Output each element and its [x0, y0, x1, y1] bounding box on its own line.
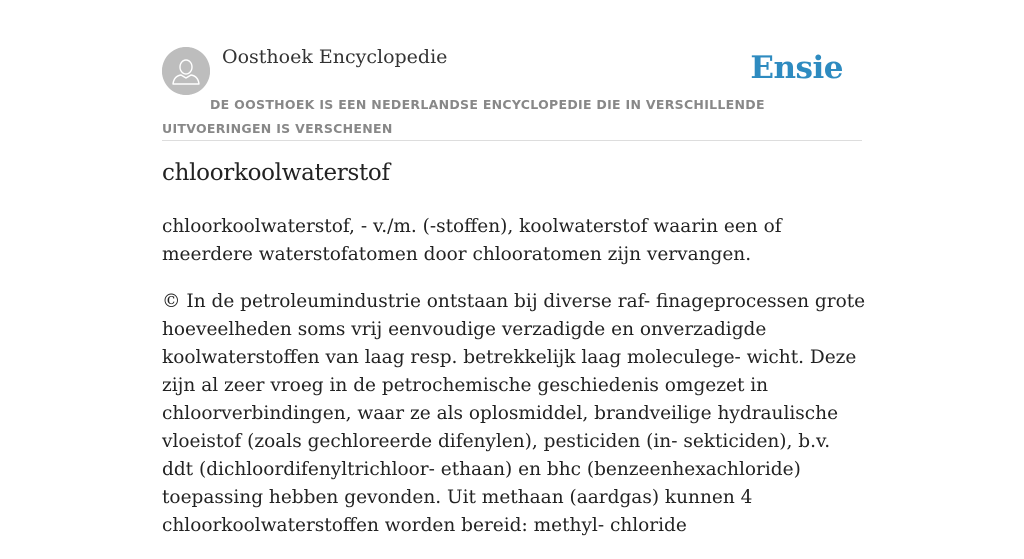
site-name[interactable]: Oosthoek Encyclopedie	[222, 46, 448, 68]
site-header	[162, 40, 862, 141]
user-avatar-icon[interactable]	[162, 47, 210, 95]
article-title: chloorkoolwaterstof	[162, 160, 390, 186]
article-paragraph: © In de petroleumindustrie ontstaan bij diverse raf- finageprocessen grote hoeveelheden soms vrij eenvoudige verzadigde en onverzadigde koolwaterstoffen van laag resp. betrekkelijk laag moleculege- wicht. Deze zijn al zeer vroeg in de petrochemische geschiedenis omgezet in chloorverbindingen, waar ze als oplosmiddel, brandveilige hydraulische vloeistof (zoals gechloreerde difenylen), pesticiden (in- sekticiden), b.v. ddt (dichloordifenyltrichloor- ethaan) en bhc (benzeenhexachloride) toepassing hebben gevonden. Uit methaan (aardgas) kunnen 4 chloorkoolwaterstoffen worden bereid: methyl- chloride	[162, 291, 866, 536]
site-tagline: DE OOSTHOEK IS EEN NEDERLANDSE ENCYCLOPEDIE DIE IN VERSCHILLENDE UITVOERINGEN IS VERSCHENEN	[162, 97, 765, 136]
article	[162, 160, 866, 559]
article-paragraph: chloorkoolwaterstof, - v./m. (-stoffen), koolwaterstof waarin een of meerdere waterstofatomen door chlooratomen zijn vervangen.	[162, 216, 782, 265]
brand-logo[interactable]: Ensie	[750, 50, 843, 86]
